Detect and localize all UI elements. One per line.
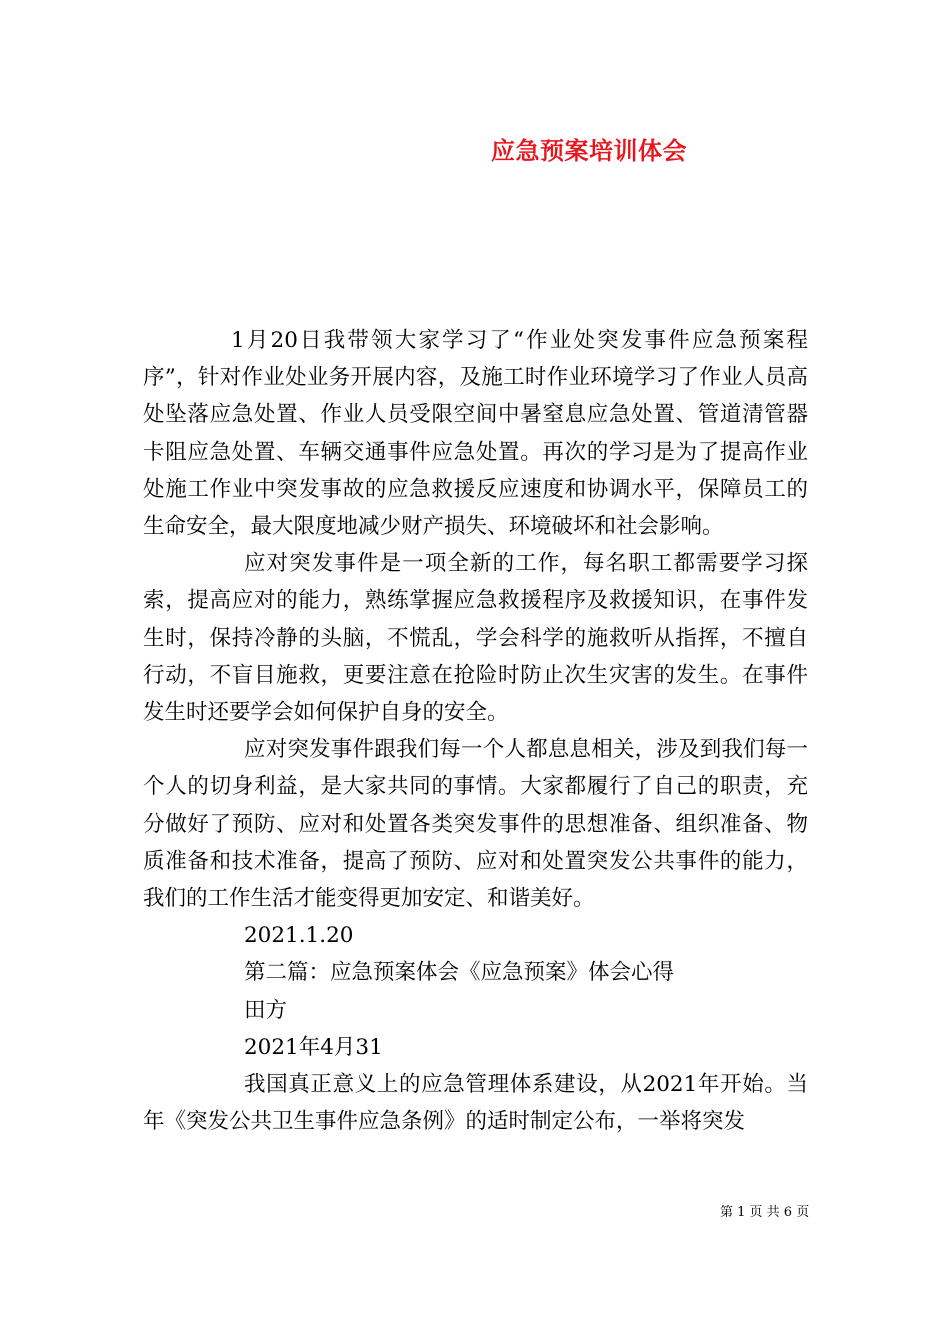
paragraph-4: 我国真正意义上的应急管理体系建设，从2021年开始。当年《突发公共卫生事件应急条例》的适时制定公布，一举将突发 xyxy=(143,1072,808,1135)
paragraph-2: 应对突发事件是一项全新的工作，每名职工都需要学习探索，提高应对的能力，熟练掌握应急救援程序及救援知识，在事件发生时，保持冷静的头脑，不慌乱，学会科学的施救听从指挥，不擅自行动，不盲目施救，更要注意在抢险时防止次生灾害的发生。在事件发生时还要学会如何保护自身的安全。 xyxy=(143,551,808,726)
second-article-title: 第二篇：应急预案体会《应急预案》体会心得 xyxy=(244,960,675,986)
paragraph-3: 应对突发事件跟我们每一个人都息息相关，涉及到我们每一个人的切身利益，是大家共同的事情。大家都履行了自己的职责，充分做好了预防、应对和处置各类突发事件的思想准备、组织准备、物质准备和技术准备，提高了预防、应对和处置突发公共事件的能力，我们的工作生活才能变得更加安定、和谐美好。 xyxy=(143,737,808,912)
author-name: 田方 xyxy=(244,997,288,1023)
date-line: 2021.1.20 xyxy=(244,923,354,949)
document-title: 应急预案培训体会 xyxy=(491,137,687,165)
article-date: 2021年4月31 xyxy=(244,1034,383,1060)
page-footer: 第 1 页 共 6 页 xyxy=(720,1205,810,1220)
document-body xyxy=(143,322,808,1140)
paragraph-1: 1月20日我带领大家学习了“作业处突发事件应急预案程序”，针对作业处业务开展内容，及施工时作业环境学习了作业人员高处坠落应急处置、作业人员受限空间中暑窒息应急处置、管道清管器卡阻应急处置、车辆交通事件应急处置。再次的学习是为了提高作业处施工作业中突发事故的应急救援反应速度和协调水平，保障员工的生命安全，最大限度地减少财产损失、环境破坏和社会影响。 xyxy=(143,328,808,540)
